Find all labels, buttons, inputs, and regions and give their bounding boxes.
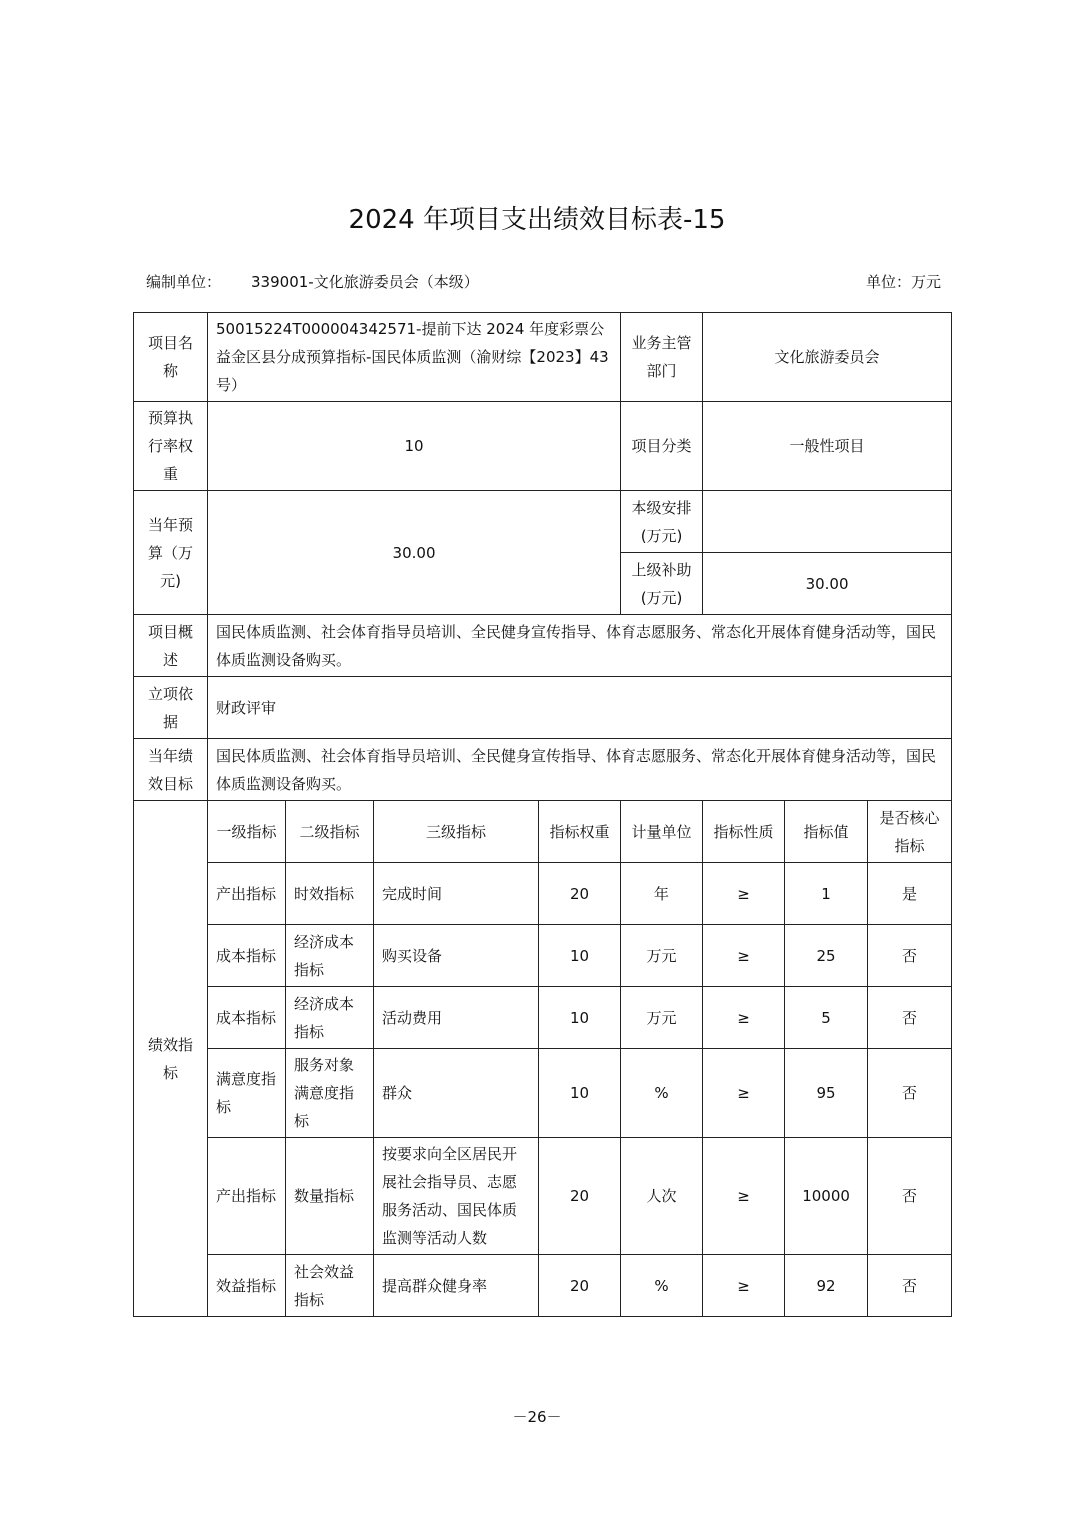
indicator-core: 否: [868, 925, 952, 987]
row-basis: [134, 677, 952, 739]
indicator-row: [134, 925, 952, 987]
indicator-level2: 时效指标: [286, 863, 374, 925]
indicator-nature: ≥: [703, 863, 785, 925]
indicator-value: 10000: [785, 1138, 868, 1255]
execution-rate-label: 预算执行率权重: [134, 402, 208, 491]
indicator-nature: ≥: [703, 1138, 785, 1255]
indicator-row: [134, 1138, 952, 1255]
page-title: 2024 年项目支出绩效目标表-15: [348, 205, 726, 235]
indicators-section-label: 绩效指标: [134, 801, 208, 1317]
row-project-name: [134, 313, 952, 402]
indicator-level2: 数量指标: [286, 1138, 374, 1255]
header-level2: 二级指标: [286, 801, 374, 863]
indicator-weight: 20: [539, 1255, 621, 1317]
local-allocation-label: 本级安排(万元): [621, 491, 703, 553]
indicator-nature: ≥: [703, 925, 785, 987]
project-category-value: 一般性项目: [703, 402, 952, 491]
indicator-level1: 产出指标: [208, 863, 286, 925]
overview-value: 国民体质监测、社会体育指导员培训、全民健身宣传指导、体育志愿服务、常态化开展体育健身活动等，国民体质监测设备购买。: [208, 615, 952, 677]
compiling-unit-value: 339001-文化旅游委员会（本级）: [251, 273, 479, 291]
page-number: －26－: [512, 1408, 562, 1426]
indicator-core: 是: [868, 863, 952, 925]
indicator-level3: 购买设备: [374, 925, 539, 987]
indicator-level2: 服务对象满意度指标: [286, 1049, 374, 1138]
indicator-unit: %: [621, 1255, 703, 1317]
header-value: 指标值: [785, 801, 868, 863]
annual-goal-value: 国民体质监测、社会体育指导员培训、全民健身宣传指导、体育志愿服务、常态化开展体育健身活动等，国民体质监测设备购买。: [208, 739, 952, 801]
superior-subsidy-value: 30.00: [703, 553, 952, 615]
row-annual-budget: [134, 491, 952, 553]
indicator-row: [134, 1255, 952, 1317]
currency-unit-note: 单位：万元: [865, 273, 941, 291]
header-level3: 三级指标: [374, 801, 539, 863]
execution-rate-value: 10: [208, 402, 621, 491]
indicator-weight: 20: [539, 863, 621, 925]
indicator-level2: 社会效益指标: [286, 1255, 374, 1317]
department-value: 文化旅游委员会: [703, 313, 952, 402]
performance-target-table: [133, 312, 952, 1317]
header-unit: 计量单位: [621, 801, 703, 863]
indicator-weight: 10: [539, 1049, 621, 1138]
indicator-level1: 产出指标: [208, 1138, 286, 1255]
indicator-unit: %: [621, 1049, 703, 1138]
indicator-level2: 经济成本指标: [286, 987, 374, 1049]
indicator-row: [134, 987, 952, 1049]
compiling-unit: [146, 270, 479, 294]
indicator-level1: 满意度指标: [208, 1049, 286, 1138]
indicator-core: 否: [868, 987, 952, 1049]
header-nature: 指标性质: [703, 801, 785, 863]
indicator-value: 95: [785, 1049, 868, 1138]
project-name-label: 项目名称: [134, 313, 208, 402]
row-annual-goal: [134, 739, 952, 801]
compiling-unit-label: 编制单位：: [146, 273, 222, 291]
indicator-nature: ≥: [703, 987, 785, 1049]
indicator-core: 否: [868, 1049, 952, 1138]
superior-subsidy-label: 上级补助(万元): [621, 553, 703, 615]
indicator-unit: 万元: [621, 925, 703, 987]
annual-budget-label: 当年预算（万元): [134, 491, 208, 615]
indicator-level2: 经济成本指标: [286, 925, 374, 987]
indicator-unit: 年: [621, 863, 703, 925]
basis-value: 财政评审: [208, 677, 952, 739]
overview-label: 项目概述: [134, 615, 208, 677]
indicator-level3: 按要求向全区居民开展社会指导员、志愿服务活动、国民体质监测等活动人数: [374, 1138, 539, 1255]
indicator-weight: 10: [539, 987, 621, 1049]
indicator-level3: 提高群众健身率: [374, 1255, 539, 1317]
department-label: 业务主管部门: [621, 313, 703, 402]
indicator-header-row: [134, 801, 952, 863]
indicator-level1: 效益指标: [208, 1255, 286, 1317]
indicator-value: 92: [785, 1255, 868, 1317]
indicator-level3: 活动费用: [374, 987, 539, 1049]
row-overview: [134, 615, 952, 677]
indicator-weight: 10: [539, 925, 621, 987]
indicator-core: 否: [868, 1255, 952, 1317]
project-category-label: 项目分类: [621, 402, 703, 491]
indicator-level1: 成本指标: [208, 925, 286, 987]
indicator-level1: 成本指标: [208, 987, 286, 1049]
local-allocation-value: [703, 491, 952, 553]
project-name-value: 50015224T000004342571-提前下达 2024 年度彩票公益金区县分成预算指标-国民体质监测（渝财综【2023】43 号）: [208, 313, 621, 402]
annual-budget-value: 30.00: [208, 491, 621, 615]
indicator-value: 5: [785, 987, 868, 1049]
row-execution-rate: [134, 402, 952, 491]
indicator-nature: ≥: [703, 1255, 785, 1317]
indicator-value: 1: [785, 863, 868, 925]
indicator-level3: 完成时间: [374, 863, 539, 925]
indicator-value: 25: [785, 925, 868, 987]
indicator-nature: ≥: [703, 1049, 785, 1138]
indicator-core: 否: [868, 1138, 952, 1255]
header-level1: 一级指标: [208, 801, 286, 863]
annual-goal-label: 当年绩效目标: [134, 739, 208, 801]
indicator-row: [134, 863, 952, 925]
indicator-unit: 万元: [621, 987, 703, 1049]
basis-label: 立项依据: [134, 677, 208, 739]
indicator-weight: 20: [539, 1138, 621, 1255]
indicator-row: [134, 1049, 952, 1138]
header-core: 是否核心指标: [868, 801, 952, 863]
indicator-level3: 群众: [374, 1049, 539, 1138]
header-weight: 指标权重: [539, 801, 621, 863]
indicator-unit: 人次: [621, 1138, 703, 1255]
